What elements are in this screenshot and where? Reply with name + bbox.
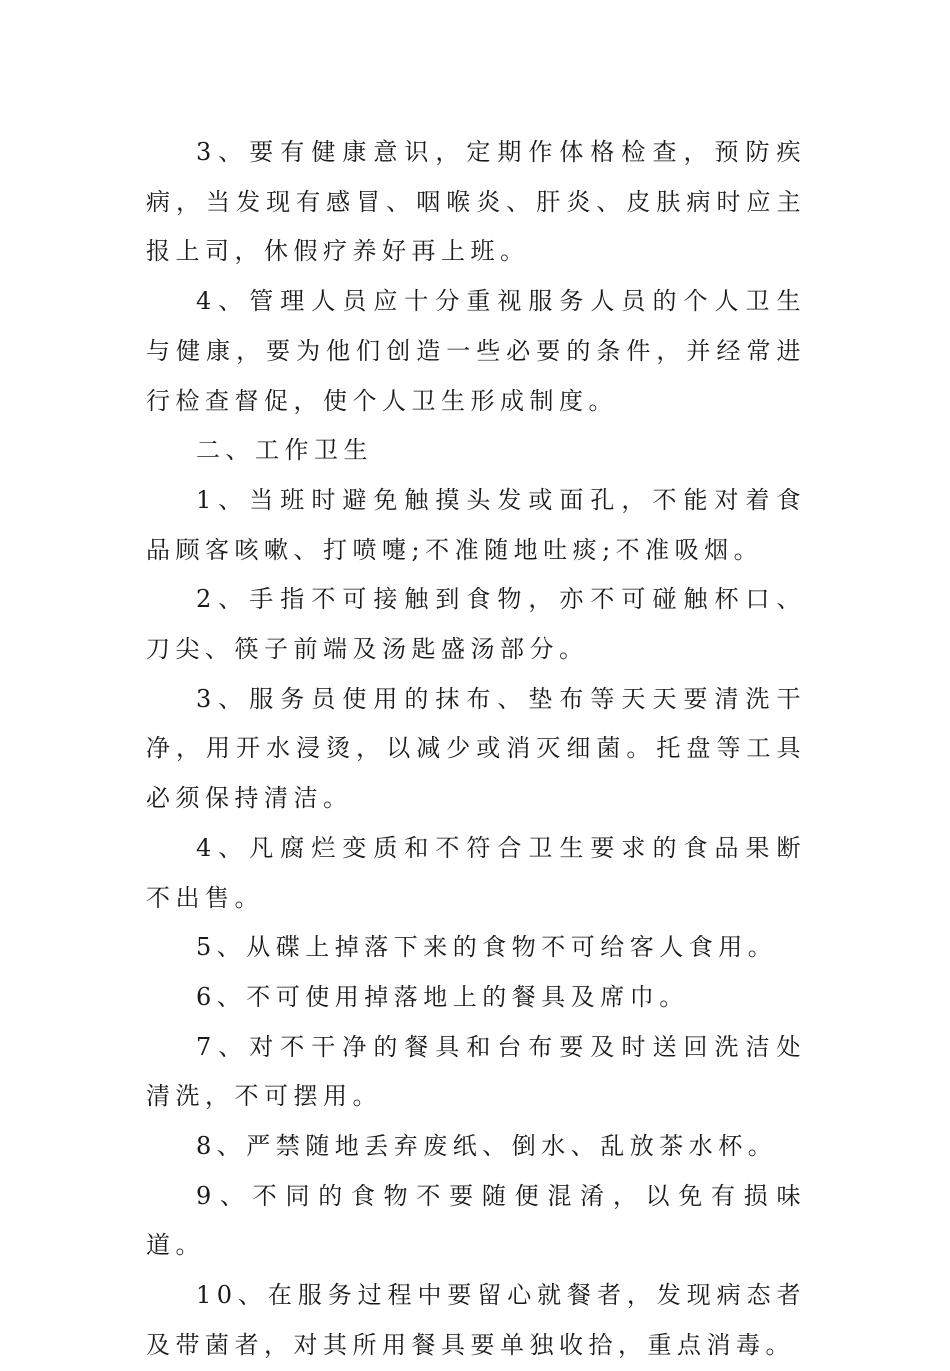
paragraph-dirty-tableware: 7、对不干净的餐具和台布要及时送回洗洁处清洗，不可摆用。 [146,1032,806,1111]
document-body [146,128,806,1371]
section-heading-work-hygiene: 二、工作卫生 [196,436,373,465]
paragraph-no-touching-food: 2、手指不可接触到食物，亦不可碰触杯口、刀尖、筷子前端及汤匙盛汤部分。 [146,585,806,664]
paragraph-sick-diners: 10、在服务过程中要留心就餐者，发现病态者及带菌者，对其所用餐具要单独收拾，重点消毒。 [146,1281,806,1359]
paragraph-clean-cloths: 3、服务员使用的抹布、垫布等天天要清洗干净，用开水浸烫，以减少或消灭细菌。托盘等工具必须保持清洁。 [146,684,806,813]
paragraph-dropped-tableware: 6、不可使用掉落地上的餐具及席巾。 [196,982,689,1011]
paragraph-dropped-food: 5、从碟上掉落下来的食物不可给客人食用。 [196,933,778,962]
paragraph-no-touching-face: 1、当班时避免触摸头发或面孔，不能对着食品顾客咳嗽、打喷嚏;不准随地吐痰;不准吸烟。 [146,485,806,564]
paragraph-health-awareness: 3、要有健康意识，定期作体格检查，预防疾病，当发现有感冒、咽喉炎、肝炎、皮肤病时应主报上司，休假疗养好再上班。 [146,138,806,266]
paragraph-no-littering: 8、严禁随地丢弃废纸、倒水、乱放茶水杯。 [196,1132,778,1161]
paragraph-no-mixing-food: 9、不同的食物不要随便混淆，以免有损味道。 [146,1181,806,1260]
paragraph-management-hygiene: 4、管理人员应十分重视服务人员的个人卫生与健康，要为他们创造一些必要的条件，并经常进行检查督促，使个人卫生形成制度。 [146,287,806,415]
paragraph-no-spoiled-food: 4、凡腐烂变质和不符合卫生要求的食品果断不出售。 [146,833,806,912]
